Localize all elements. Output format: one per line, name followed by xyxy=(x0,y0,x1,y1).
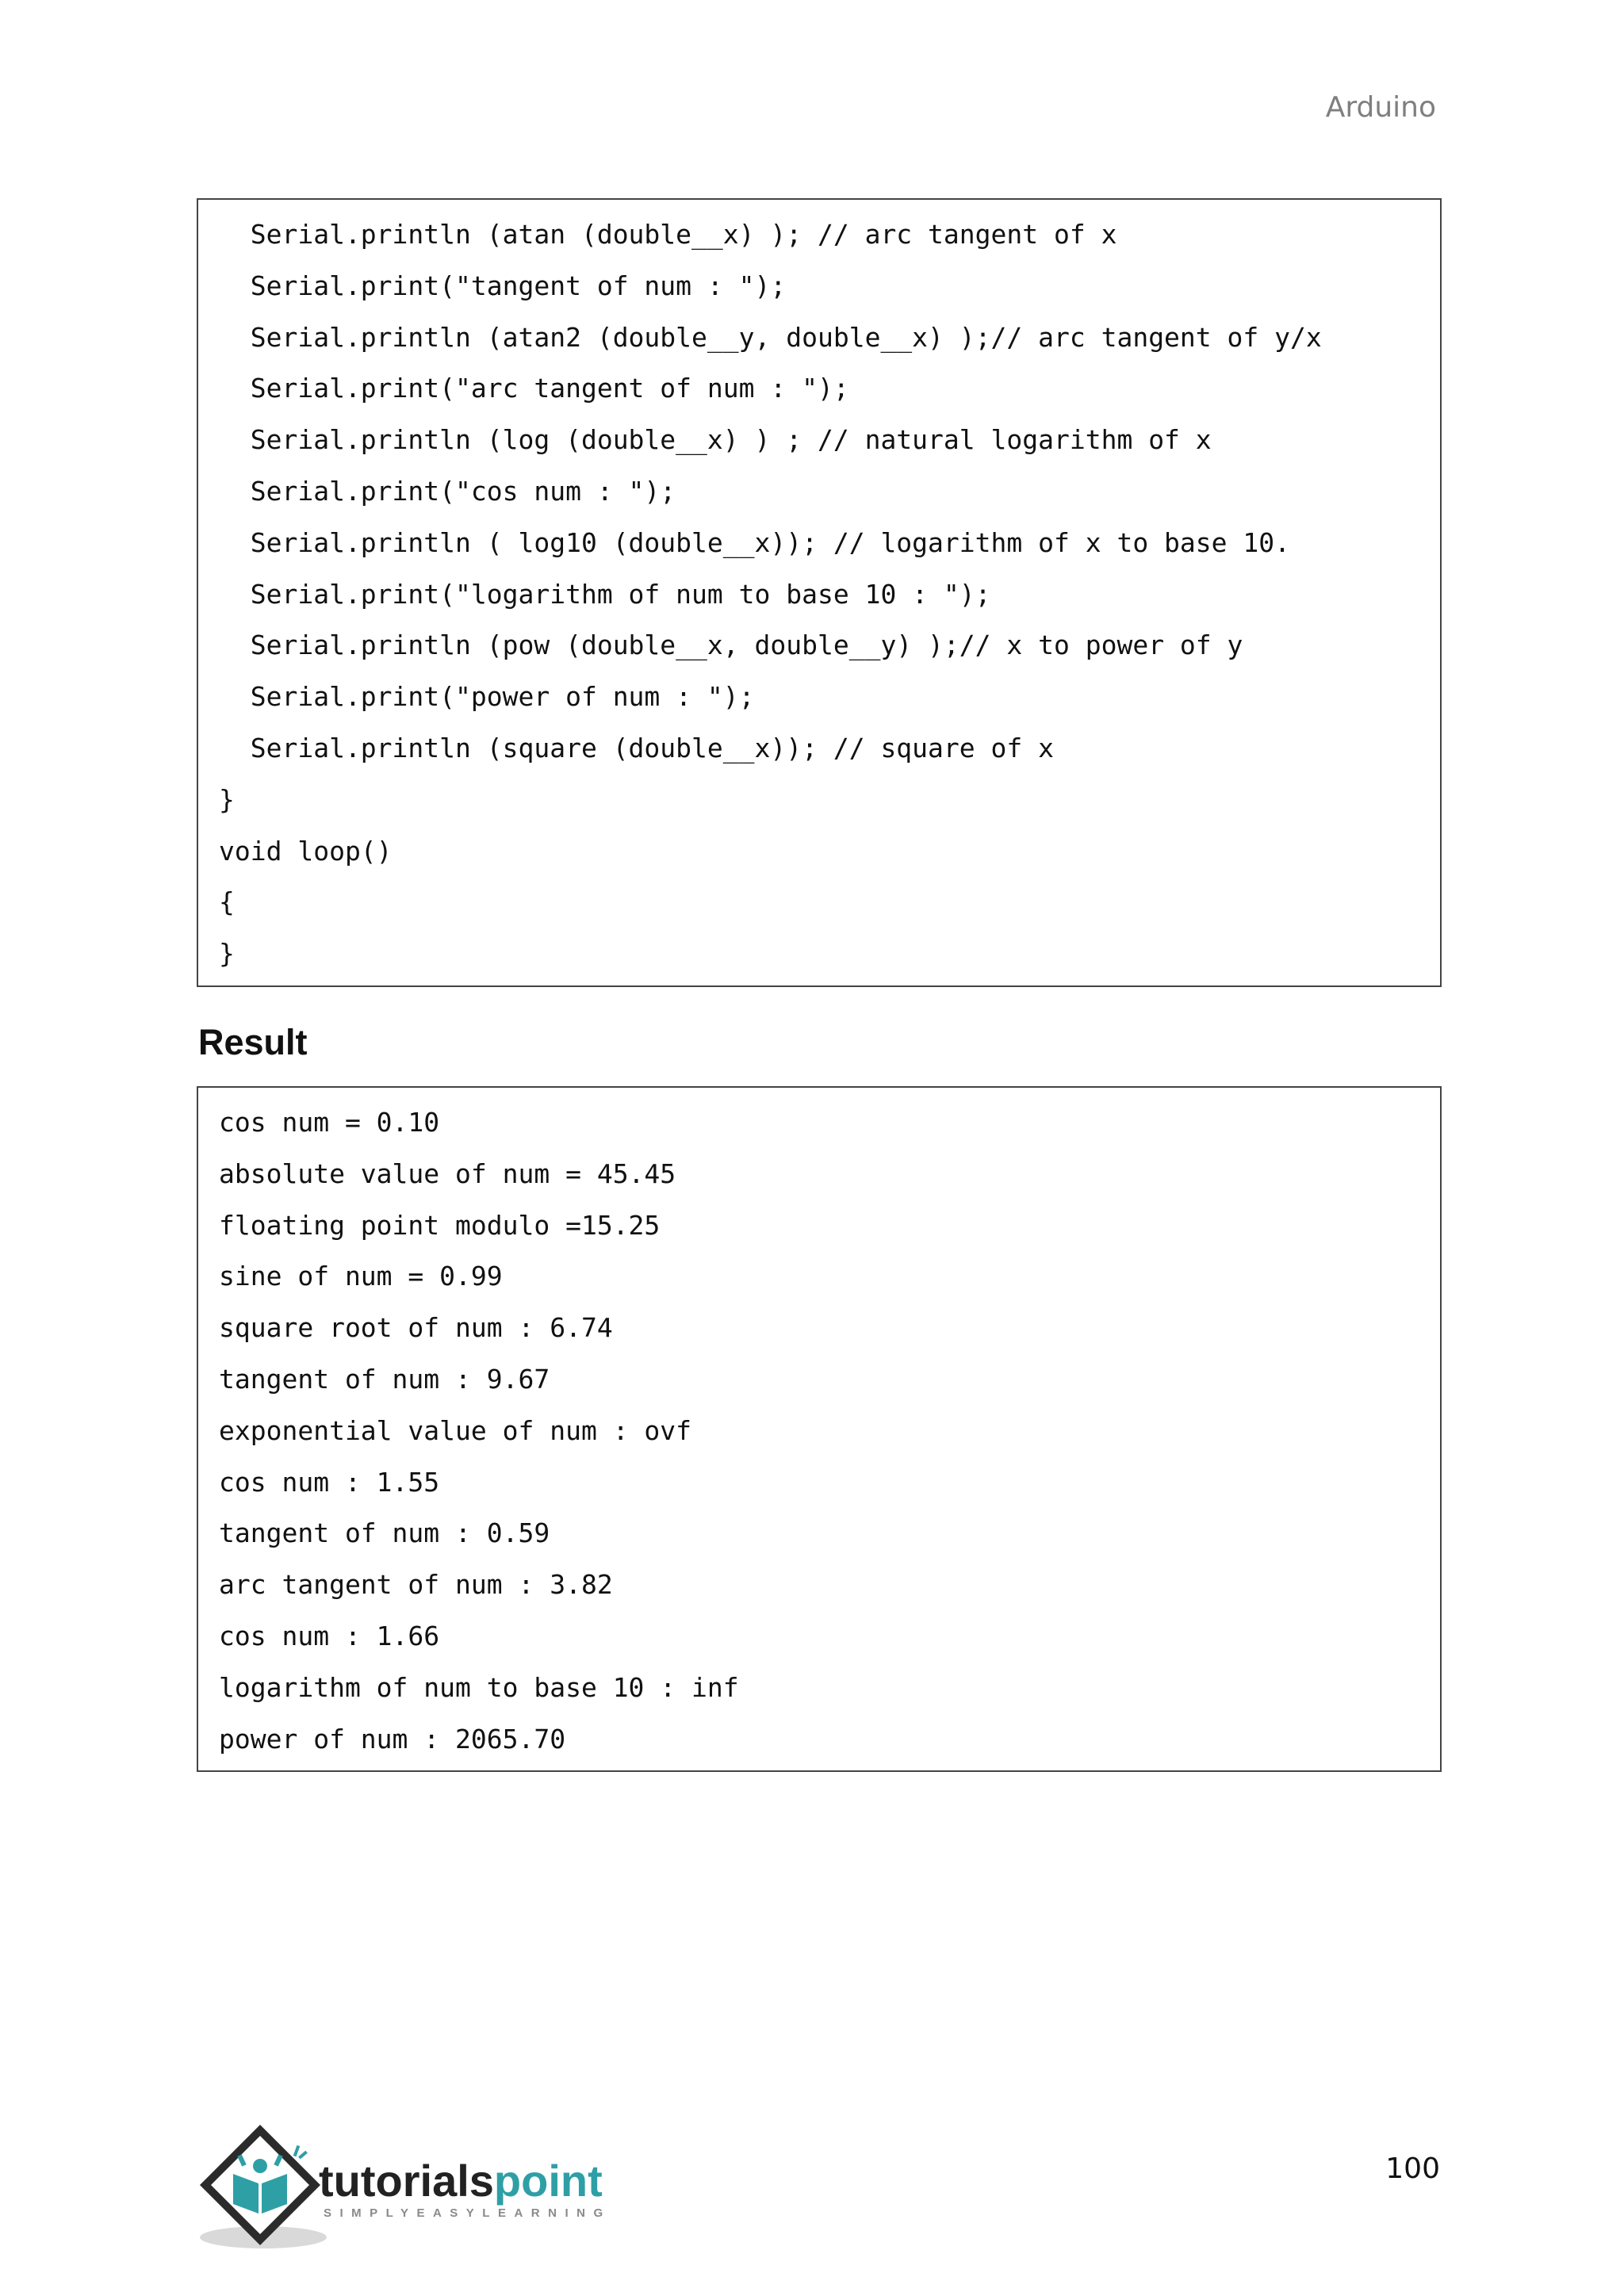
tutorialspoint-logo xyxy=(193,2118,638,2253)
code-line: { xyxy=(219,886,235,918)
code-line: Serial.print("tangent of num : "); xyxy=(219,270,787,301)
logo-diamond-inner xyxy=(211,2136,309,2234)
page-number: 100 xyxy=(1385,2152,1440,2185)
result-lines xyxy=(219,1097,739,1765)
logo-word-accent: point xyxy=(493,2156,603,2206)
result-line: cos num = 0.10 xyxy=(219,1107,440,1138)
code-line: Serial.println (log (double__x) ) ; // natural logarithm of x xyxy=(219,424,1212,456)
code-line: void loop() xyxy=(219,835,393,867)
result-heading: Result xyxy=(198,1022,308,1062)
code-line: } xyxy=(219,938,235,970)
code-line: Serial.println (atan2 (double__y, double__x) );// arc tangent of y/x xyxy=(219,321,1322,353)
logo-wordmark xyxy=(319,2156,603,2206)
sparkle-icon xyxy=(293,2145,308,2160)
result-block xyxy=(197,1086,1442,1772)
result-line: logarithm of num to base 10 : inf xyxy=(219,1671,739,1703)
code-line: Serial.print("cos num : "); xyxy=(219,475,676,507)
code-block xyxy=(197,198,1442,987)
result-line: floating point modulo =15.25 xyxy=(219,1209,661,1241)
result-line: exponential value of num : ovf xyxy=(219,1414,692,1446)
code-line: Serial.print("logarithm of num to base 10 : "); xyxy=(219,578,991,610)
result-line: power of num : 2065.70 xyxy=(219,1723,566,1755)
code-line: Serial.println ( log10 (double__x)); // logarithm of x to base 10. xyxy=(219,526,1291,558)
result-line: sine of num = 0.99 xyxy=(219,1261,503,1292)
result-line: cos num : 1.55 xyxy=(219,1466,440,1498)
result-line: arc tangent of num : 3.82 xyxy=(219,1569,613,1601)
code-line: Serial.print("power of num : "); xyxy=(219,681,755,713)
code-line: Serial.println (pow (double__x, double__y) );// x to power of y xyxy=(219,629,1243,661)
code-line: Serial.println (atan (double__x) ); // arc tangent of x xyxy=(219,219,1117,250)
result-line: tangent of num : 9.67 xyxy=(219,1363,550,1395)
code-line: Serial.print("arc tangent of num : "); xyxy=(219,373,849,404)
logo-tagline: SIMPLYEASYLEARNING xyxy=(324,2206,611,2220)
code-lines xyxy=(219,209,1322,980)
code-line: Serial.println (square (double__x)); // square of x xyxy=(219,732,1054,763)
result-line: square root of num : 6.74 xyxy=(219,1312,613,1344)
result-line: absolute value of num = 45.45 xyxy=(219,1158,676,1189)
result-line: cos num : 1.66 xyxy=(219,1620,440,1651)
result-line: tangent of num : 0.59 xyxy=(219,1517,550,1549)
code-line: } xyxy=(219,783,235,815)
running-header-title: Arduino xyxy=(1325,91,1436,124)
logo-word-dark: tutorials xyxy=(319,2156,494,2206)
